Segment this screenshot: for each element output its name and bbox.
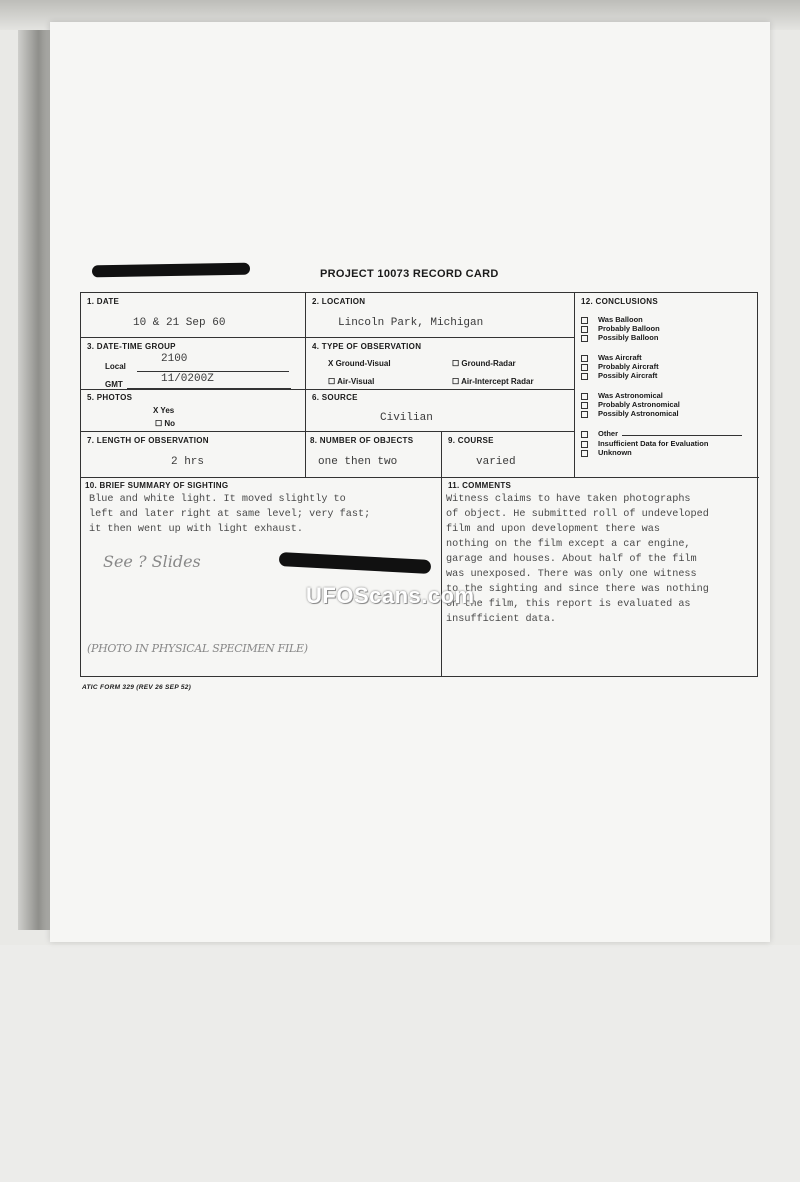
photos-label: 5. PHOTOS: [87, 393, 133, 402]
checkbox-icon: [581, 411, 588, 418]
lower-blank-area: [0, 945, 800, 1182]
comments-text: [446, 492, 709, 627]
length-value: 2 hrs: [171, 456, 205, 468]
checkbox-icon: [581, 393, 588, 400]
photos-cell: [81, 390, 306, 432]
checkbox-icon: [581, 441, 588, 448]
checkbox-icon: [581, 335, 588, 342]
dtg-gmt-line: [127, 388, 291, 389]
conclusion-option: [581, 409, 679, 418]
source-cell: [306, 390, 575, 432]
photos-yes-mark: X: [153, 406, 159, 415]
photos-yes-label: Yes: [160, 406, 175, 415]
comment-line: insufficient data.: [446, 614, 557, 625]
conclusion-option: [581, 400, 680, 409]
conclusion-label: Probably Astronomical: [598, 400, 680, 409]
form-identifier: ATIC FORM 329 (REV 26 SEP 52): [82, 684, 192, 691]
comment-line: of object. He submitted roll of undeveloped: [446, 509, 709, 520]
checkbox-icon: [581, 450, 588, 457]
conclusion-option: [581, 324, 660, 333]
film-left-shadow: [18, 30, 52, 930]
number-objects-label: 8. NUMBER OF OBJECTS: [310, 436, 414, 445]
checkbox-icon: [581, 364, 588, 371]
conclusion-option: [581, 448, 632, 457]
summary-text: [89, 492, 370, 537]
ground-radar-option: ☐ Ground-Radar: [452, 359, 516, 368]
comment-line: nothing on the film except a car engine,: [446, 539, 691, 550]
source-label: 6. SOURCE: [312, 393, 358, 402]
conclusion-label: Insufficient Data for Evaluation: [598, 439, 709, 448]
conclusion-option: [581, 315, 643, 324]
redaction-mark-summary: [279, 552, 432, 574]
comment-line: garage and houses. About half of the film: [446, 554, 697, 565]
conclusion-option: [581, 391, 663, 400]
date-value: 10 & 21 Sep 60: [133, 317, 226, 329]
photos-yes-option: [153, 406, 174, 415]
comment-line: to the sighting and since there was nothing: [446, 584, 709, 595]
checkbox-icon: [581, 317, 588, 324]
conclusion-label: Was Balloon: [598, 315, 643, 324]
conclusion-label: Unknown: [598, 448, 632, 457]
photos-no-option: ☐ No: [155, 419, 176, 428]
number-objects-cell: [306, 432, 442, 478]
checkbox-icon: [581, 373, 588, 380]
air-visual-label: Air-Visual: [337, 377, 375, 386]
record-card: [80, 292, 758, 677]
date-label: 1. DATE: [87, 297, 120, 306]
conclusions-cell: [575, 293, 759, 478]
conclusion-label: Possibly Aircraft: [598, 371, 658, 380]
length-cell: [81, 432, 306, 478]
conclusion-label: Probably Aircraft: [598, 362, 659, 371]
comment-line: Witness claims to have taken photographs: [446, 494, 691, 505]
ground-radar-label: Ground-Radar: [461, 359, 516, 368]
number-objects-value: one then two: [318, 456, 398, 468]
comment-line: on the film, this report is evaluated as: [446, 599, 691, 610]
air-intercept-option: ☐ Air-Intercept Radar: [452, 377, 534, 386]
dtg-local-value: 2100: [161, 353, 188, 365]
summary-line: left and later right at same level; very fast;: [89, 509, 371, 520]
comment-line: was unexposed. There was only one witness: [446, 569, 697, 580]
handwritten-see-slides: See ? Slides: [103, 552, 201, 571]
length-label: 7. LENGTH OF OBSERVATION: [87, 436, 209, 445]
conclusion-label: Probably Balloon: [598, 324, 660, 333]
dtg-local-line: [137, 371, 289, 372]
summary-line: Blue and white light. It moved slightly to: [89, 494, 346, 505]
conclusion-option: [581, 362, 659, 371]
dtg-label: 3. DATE-TIME GROUP: [87, 342, 176, 351]
comments-cell: [442, 478, 759, 676]
source-value: Civilian: [380, 412, 433, 424]
date-cell: [81, 293, 306, 338]
dtg-local-label: Local: [105, 362, 126, 371]
conclusion-label: Was Astronomical: [598, 391, 663, 400]
location-cell: [306, 293, 575, 338]
dtg-gmt-value: 11/0200Z: [161, 373, 214, 385]
summary-cell: [81, 478, 442, 676]
conclusion-label: Possibly Astronomical: [598, 409, 679, 418]
conclusions-label: 12. CONCLUSIONS: [581, 297, 658, 306]
checkbox-icon: [581, 355, 588, 362]
course-value: varied: [476, 456, 516, 468]
watermark: UFOScans.com: [306, 583, 475, 608]
handwritten-physical-specimen: (PHOTO IN PHYSICAL SPECIMEN FILE): [87, 642, 308, 655]
course-cell: [442, 432, 575, 478]
air-intercept-label: Air-Intercept Radar: [461, 377, 534, 386]
ground-visual-label: Ground-Visual: [335, 359, 391, 368]
other-blank-line: [622, 435, 742, 436]
photos-no-label: No: [164, 419, 176, 428]
location-label: 2. LOCATION: [312, 297, 366, 306]
ground-visual-mark: X: [328, 359, 334, 368]
conclusion-label: Possibly Balloon: [598, 333, 659, 342]
conclusion-option: [581, 333, 658, 342]
conclusion-label: Other: [598, 429, 619, 438]
checkbox-icon: [581, 402, 588, 409]
conclusion-option: [581, 429, 742, 438]
conclusion-option: [581, 353, 642, 362]
location-value: Lincoln Park, Michigan: [338, 317, 484, 329]
ground-visual-option: [328, 359, 391, 368]
card-title: PROJECT 10073 RECORD CARD: [320, 268, 499, 280]
type-observation-cell: [306, 338, 575, 390]
air-visual-option: ☐ Air-Visual: [328, 377, 375, 386]
dtg-cell: [81, 338, 306, 390]
checkbox-icon: [581, 431, 588, 438]
checkbox-icon: [581, 326, 588, 333]
conclusion-label: Was Aircraft: [598, 353, 642, 362]
comments-label: 11. COMMENTS: [448, 481, 512, 490]
comment-line: film and upon development there was: [446, 524, 660, 535]
summary-label: 10. BRIEF SUMMARY OF SIGHTING: [85, 481, 229, 490]
summary-line: it then went up with light exhaust.: [89, 524, 303, 535]
course-label: 9. COURSE: [448, 436, 494, 445]
dtg-gmt-label: GMT: [105, 380, 123, 389]
conclusion-option: [581, 371, 657, 380]
conclusion-option: [581, 439, 708, 448]
type-observation-label: 4. TYPE OF OBSERVATION: [312, 342, 422, 351]
